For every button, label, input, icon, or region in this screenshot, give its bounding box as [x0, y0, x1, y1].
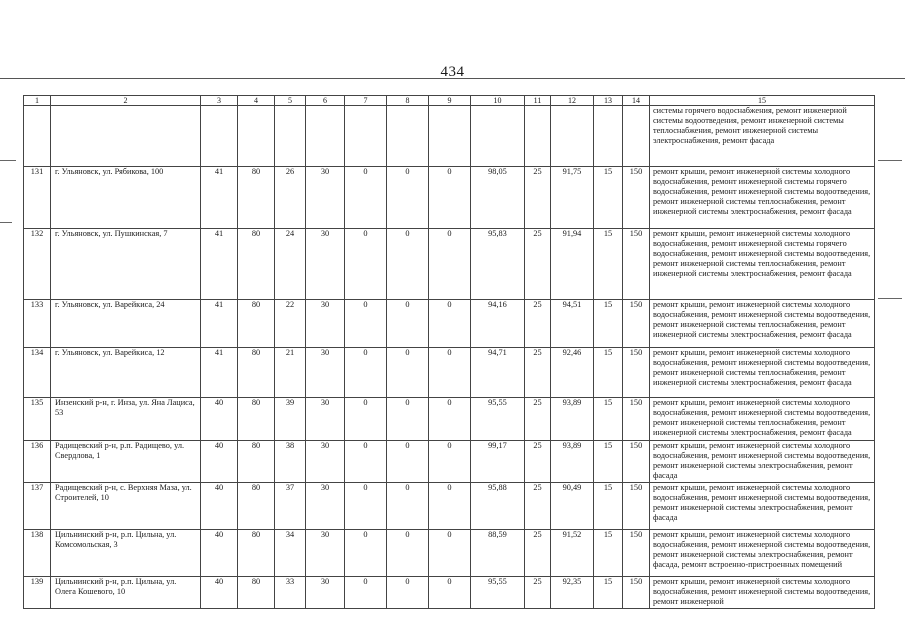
value-cell: 0 [429, 300, 471, 348]
value-cell: 30 [306, 398, 345, 441]
row-number-cell: 134 [24, 348, 51, 398]
value-cell: 0 [387, 441, 429, 483]
table-row [24, 300, 875, 348]
value-cell: 0 [345, 398, 387, 441]
value-cell: 30 [306, 577, 345, 609]
value-cell: 0 [429, 483, 471, 530]
address-cell [51, 106, 201, 167]
value-cell [238, 106, 275, 167]
value-cell [623, 106, 650, 167]
table-row [24, 398, 875, 441]
value-cell: 15 [594, 577, 623, 609]
value-cell: 40 [201, 483, 238, 530]
value-cell: 95,88 [471, 483, 525, 530]
column-number-header: 11 [525, 96, 551, 106]
row-number-cell: 136 [24, 441, 51, 483]
value-cell [429, 106, 471, 167]
value-cell: 25 [525, 577, 551, 609]
column-number-header-row [24, 96, 875, 106]
value-cell: 0 [429, 441, 471, 483]
value-cell: 150 [623, 229, 650, 300]
column-number-header: 1 [24, 96, 51, 106]
value-cell: 41 [201, 167, 238, 229]
value-cell: 34 [275, 530, 306, 577]
page-number: 434 [440, 64, 465, 80]
value-cell: 95,55 [471, 398, 525, 441]
address-cell: г. Ульяновск, ул. Варейкиса, 12 [51, 348, 201, 398]
address-cell: Инзенский р-н, г. Инза, ул. Яна Лациса, 53 [51, 398, 201, 441]
address-cell: г. Ульяновск, ул. Варейкиса, 24 [51, 300, 201, 348]
value-cell: 15 [594, 398, 623, 441]
value-cell: 0 [387, 229, 429, 300]
works-cell: ремонт крыши, ремонт инженерной системы холодного водоснабжения, ремонт инженерной системы водоотведения, ремонт инженерной системы электроснабжения, ремонт фасада [650, 483, 875, 530]
column-number-header: 4 [238, 96, 275, 106]
row-number-cell: 133 [24, 300, 51, 348]
value-cell: 99,17 [471, 441, 525, 483]
value-cell: 95,83 [471, 229, 525, 300]
column-number-header: 10 [471, 96, 525, 106]
address-cell: Цильнинский р-н, р.п. Цильна, ул. Комсомольская, 3 [51, 530, 201, 577]
value-cell: 15 [594, 441, 623, 483]
row-number-cell [24, 106, 51, 167]
right-margin-mark [878, 298, 902, 299]
works-cell: ремонт крыши, ремонт инженерной системы холодного водоснабжения, ремонт инженерной системы водоотведения, ремонт инженерной системы электроснабжения, ремонт фасада, ремонт встроенно-пристроенных помещений [650, 530, 875, 577]
value-cell: 80 [238, 300, 275, 348]
row-number-cell: 135 [24, 398, 51, 441]
value-cell: 0 [345, 229, 387, 300]
value-cell: 41 [201, 229, 238, 300]
value-cell: 93,89 [551, 441, 594, 483]
value-cell: 88,59 [471, 530, 525, 577]
value-cell: 15 [594, 348, 623, 398]
value-cell: 0 [345, 441, 387, 483]
column-number-header: 13 [594, 96, 623, 106]
works-cell: ремонт крыши, ремонт инженерной системы холодного водоснабжения, ремонт инженерной системы водоотведения, ремонт инженерной [650, 577, 875, 609]
value-cell: 30 [306, 300, 345, 348]
table-row [24, 530, 875, 577]
value-cell: 15 [594, 167, 623, 229]
works-cell: ремонт крыши, ремонт инженерной системы холодного водоснабжения, ремонт инженерной системы горячего водоснабжения, ремонт инженерной системы водоотведения, ремонт инженерной системы теплоснабжения, ремонт инженерной системы электроснабжения, ремонт фасада [650, 167, 875, 229]
value-cell: 80 [238, 530, 275, 577]
value-cell: 150 [623, 300, 650, 348]
value-cell: 25 [525, 530, 551, 577]
address-cell: г. Ульяновск, ул. Пушкинская, 7 [51, 229, 201, 300]
value-cell: 0 [387, 577, 429, 609]
value-cell: 25 [525, 167, 551, 229]
left-margin-mark [0, 160, 16, 161]
value-cell: 91,75 [551, 167, 594, 229]
value-cell: 30 [306, 441, 345, 483]
value-cell: 90,49 [551, 483, 594, 530]
value-cell: 94,51 [551, 300, 594, 348]
works-cell: ремонт крыши, ремонт инженерной системы холодного водоснабжения, ремонт инженерной системы водоотведения, ремонт инженерной системы теплоснабжения, ремонт инженерной системы электроснабжения, ремонт фасада [650, 398, 875, 441]
value-cell: 40 [201, 441, 238, 483]
value-cell: 24 [275, 229, 306, 300]
value-cell [551, 106, 594, 167]
table-row [24, 441, 875, 483]
value-cell: 0 [429, 577, 471, 609]
value-cell [594, 106, 623, 167]
column-number-header: 12 [551, 96, 594, 106]
value-cell: 0 [345, 577, 387, 609]
column-number-header: 7 [345, 96, 387, 106]
column-number-header: 9 [429, 96, 471, 106]
value-cell: 0 [387, 300, 429, 348]
value-cell: 0 [345, 483, 387, 530]
value-cell: 80 [238, 167, 275, 229]
row-number-cell: 139 [24, 577, 51, 609]
value-cell: 25 [525, 229, 551, 300]
row-number-cell: 137 [24, 483, 51, 530]
row-number-cell: 138 [24, 530, 51, 577]
repair-schedule-table [23, 95, 875, 609]
value-cell: 26 [275, 167, 306, 229]
value-cell: 150 [623, 348, 650, 398]
table-row [24, 106, 875, 167]
value-cell: 30 [306, 483, 345, 530]
value-cell: 30 [306, 348, 345, 398]
value-cell: 80 [238, 348, 275, 398]
table-row [24, 577, 875, 609]
column-number-header: 6 [306, 96, 345, 106]
value-cell: 25 [525, 483, 551, 530]
value-cell: 80 [238, 577, 275, 609]
value-cell: 93,89 [551, 398, 594, 441]
value-cell: 80 [238, 398, 275, 441]
value-cell: 0 [345, 300, 387, 348]
value-cell: 94,71 [471, 348, 525, 398]
works-cell: ремонт крыши, ремонт инженерной системы холодного водоснабжения, ремонт инженерной системы водоотведения, ремонт инженерной системы электроснабжения, ремонт фасада [650, 441, 875, 483]
value-cell: 150 [623, 530, 650, 577]
value-cell: 0 [429, 530, 471, 577]
value-cell: 39 [275, 398, 306, 441]
value-cell: 80 [238, 441, 275, 483]
value-cell: 0 [429, 229, 471, 300]
table-row [24, 229, 875, 300]
column-number-header: 15 [650, 96, 875, 106]
value-cell: 80 [238, 483, 275, 530]
value-cell: 150 [623, 167, 650, 229]
value-cell: 15 [594, 483, 623, 530]
value-cell [387, 106, 429, 167]
value-cell: 15 [594, 300, 623, 348]
value-cell: 38 [275, 441, 306, 483]
value-cell: 41 [201, 300, 238, 348]
value-cell: 98,05 [471, 167, 525, 229]
value-cell [306, 106, 345, 167]
value-cell: 150 [623, 398, 650, 441]
value-cell: 91,52 [551, 530, 594, 577]
address-cell: Радищевский р-н, с. Верхняя Маза, ул. Строителей, 10 [51, 483, 201, 530]
value-cell: 92,35 [551, 577, 594, 609]
value-cell: 0 [345, 167, 387, 229]
value-cell: 0 [387, 530, 429, 577]
value-cell: 25 [525, 348, 551, 398]
row-number-cell: 132 [24, 229, 51, 300]
value-cell: 25 [525, 441, 551, 483]
table-row [24, 483, 875, 530]
value-cell [471, 106, 525, 167]
value-cell: 0 [345, 348, 387, 398]
value-cell: 150 [623, 441, 650, 483]
value-cell: 25 [525, 398, 551, 441]
value-cell: 30 [306, 530, 345, 577]
value-cell: 0 [345, 530, 387, 577]
value-cell: 40 [201, 398, 238, 441]
address-cell: г. Ульяновск, ул. Рябикова, 100 [51, 167, 201, 229]
value-cell: 25 [525, 300, 551, 348]
value-cell: 80 [238, 229, 275, 300]
value-cell: 40 [201, 530, 238, 577]
value-cell: 0 [387, 348, 429, 398]
value-cell: 94,16 [471, 300, 525, 348]
column-number-header: 5 [275, 96, 306, 106]
works-cell: ремонт крыши, ремонт инженерной системы холодного водоснабжения, ремонт инженерной системы горячего водоснабжения, ремонт инженерной системы водоотведения, ремонт инженерной системы теплоснабжения, ремонт инженерной системы электроснабжения, ремонт фасада [650, 229, 875, 300]
value-cell: 0 [429, 398, 471, 441]
value-cell: 0 [387, 483, 429, 530]
value-cell: 0 [429, 348, 471, 398]
value-cell: 40 [201, 577, 238, 609]
value-cell [525, 106, 551, 167]
value-cell: 30 [306, 229, 345, 300]
value-cell [201, 106, 238, 167]
value-cell: 95,55 [471, 577, 525, 609]
table-row [24, 167, 875, 229]
value-cell: 92,46 [551, 348, 594, 398]
value-cell: 33 [275, 577, 306, 609]
works-cell: системы горячего водоснабжения, ремонт инженерной системы водоотведения, ремонт инженерной системы теплоснабжения, ремонт инженерной системы электроснабжения, ремонт фасада [650, 106, 875, 167]
value-cell: 21 [275, 348, 306, 398]
value-cell: 30 [306, 167, 345, 229]
left-margin-mark [0, 222, 12, 223]
column-number-header: 2 [51, 96, 201, 106]
value-cell [345, 106, 387, 167]
value-cell: 150 [623, 577, 650, 609]
right-margin-mark [878, 160, 902, 161]
value-cell: 22 [275, 300, 306, 348]
value-cell: 37 [275, 483, 306, 530]
value-cell: 41 [201, 348, 238, 398]
row-number-cell: 131 [24, 167, 51, 229]
value-cell: 150 [623, 483, 650, 530]
value-cell: 15 [594, 530, 623, 577]
value-cell: 0 [387, 167, 429, 229]
column-number-header: 3 [201, 96, 238, 106]
address-cell: Цильнинский р-н, р.п. Цильна, ул. Олега Кошевого, 10 [51, 577, 201, 609]
address-cell: Радищевский р-н, р.п. Радищево, ул. Свердлова, 1 [51, 441, 201, 483]
value-cell: 15 [594, 229, 623, 300]
works-cell: ремонт крыши, ремонт инженерной системы холодного водоснабжения, ремонт инженерной системы водоотведения, ремонт инженерной системы теплоснабжения, ремонт инженерной системы электроснабжения, ремонт фасада [650, 348, 875, 398]
value-cell: 0 [429, 167, 471, 229]
column-number-header: 14 [623, 96, 650, 106]
value-cell: 0 [387, 398, 429, 441]
table-row [24, 348, 875, 398]
value-cell: 91,94 [551, 229, 594, 300]
column-number-header: 8 [387, 96, 429, 106]
value-cell [275, 106, 306, 167]
works-cell: ремонт крыши, ремонт инженерной системы холодного водоснабжения, ремонт инженерной системы водоотведения, ремонт инженерной системы теплоснабжения, ремонт инженерной системы электроснабжения, ремонт фасада [650, 300, 875, 348]
